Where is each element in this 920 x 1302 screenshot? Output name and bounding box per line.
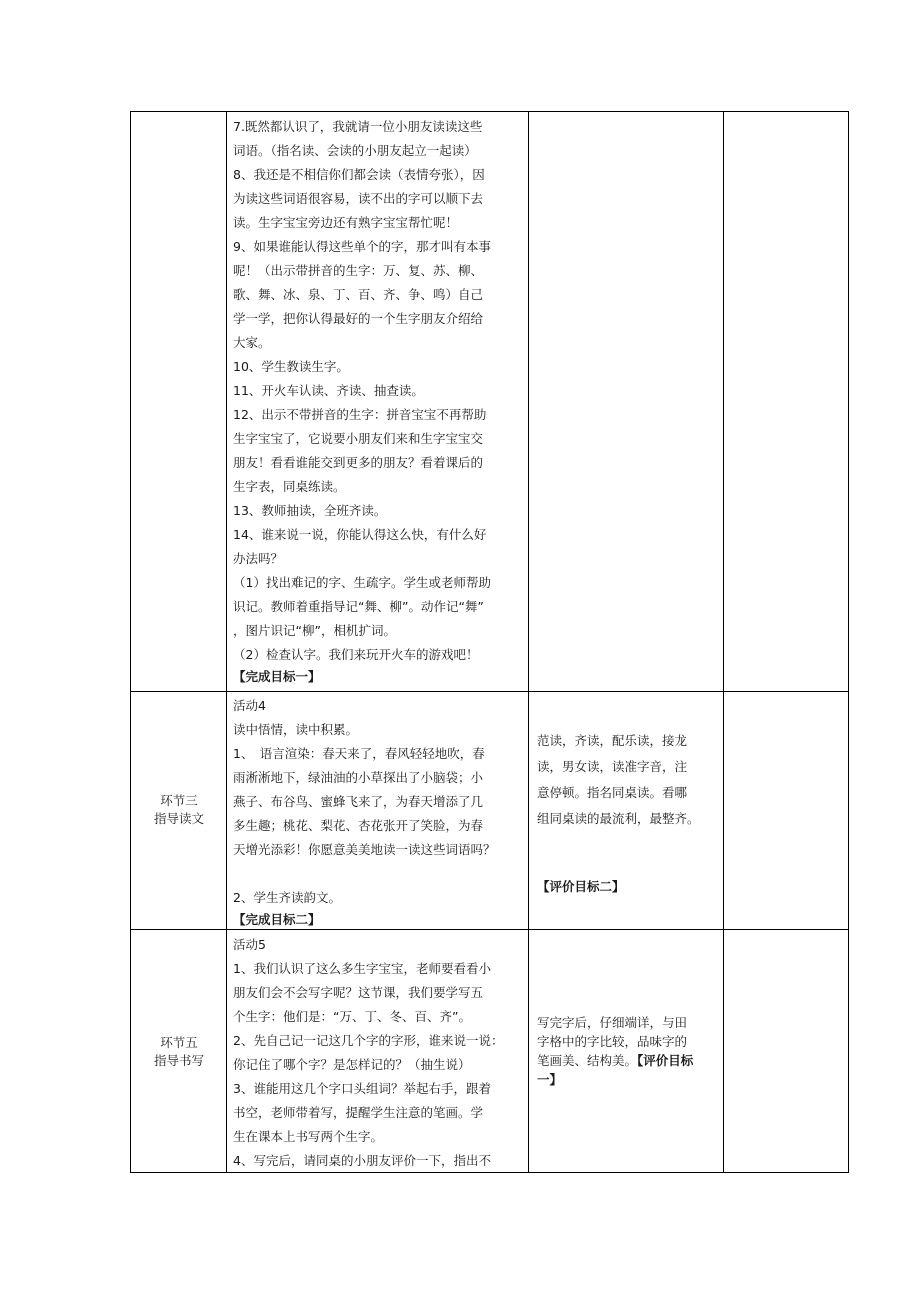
- text-line: 活动4: [233, 698, 266, 713]
- text-line: 个生字：他们是：“万、丁、冬、百、齐”。: [233, 1009, 471, 1024]
- section-number: 环节三: [160, 793, 198, 808]
- text-line: 词语。（指名读、会读的小朋友起立一起读）: [233, 143, 477, 158]
- text-line: 3、谁能用这几个字口头组词？举起右手，跟着: [233, 1081, 491, 1096]
- text-line: 字格中的字比较，品味字的: [537, 1034, 688, 1049]
- section-label-5: [132, 1034, 226, 1070]
- row-divider-2: [130, 929, 849, 930]
- text-line: 12、出示不带拼音的生字：拼音宝宝不再帮助: [233, 407, 487, 422]
- text-line: 组同桌读的最流利，最整齐。: [537, 811, 700, 826]
- text-line: 朋友！看看谁能交到更多的朋友？看着课后的: [233, 455, 484, 470]
- text-line: 读。生字宝宝旁边还有熟字宝宝帮忙呢！: [233, 215, 459, 230]
- text-line: （1）找出难记的字、生疏字。学生或老师帮助: [233, 575, 491, 590]
- goal-label: 【完成目标一】: [233, 669, 321, 684]
- text-line: 写完字后，仔细端详，与田: [537, 1015, 688, 1030]
- text-line: 歌、舞、冰、泉、丁、百、齐、争、鸣）自己: [233, 287, 484, 302]
- section-title: 指导读文: [153, 811, 204, 826]
- text-line: 生在课本上书写两个生字。: [233, 1129, 384, 1144]
- text-line: 天增光添彩！你愿意美美地读一读这些词语吗？: [233, 842, 496, 857]
- text-line: 多生趣；桃花、梨花、杏花张开了笑脸，为春: [233, 818, 484, 833]
- text-line: 1、 语言渲染：春天来了，春风轻轻地吹，春: [233, 746, 485, 761]
- text-line: 10、学生教读生字。: [233, 359, 349, 374]
- row-divider-1: [130, 691, 849, 692]
- text-line: 燕子、布谷鸟、蜜蜂飞来了，为春天增添了几: [233, 794, 484, 809]
- row3-eval-cell: [537, 1013, 721, 1089]
- table-border-left: [130, 111, 131, 1173]
- section-title: 指导书写: [153, 1053, 204, 1068]
- text-line: 7.既然都认识了，我就请一位小朋友读读这些: [233, 119, 483, 134]
- text-line: 14、谁来说一说，你能认得这么快，有什么好: [233, 527, 487, 542]
- text-line: 活动5: [233, 937, 266, 952]
- text-line: 雨淅淅地下，绿油油的小草探出了小脑袋；小: [233, 770, 484, 785]
- eval-goal-label: 【评价目标二】: [537, 879, 625, 894]
- text-line: 办法吗？: [233, 551, 284, 566]
- section-label-3: [132, 792, 226, 828]
- text-line: 4、写完后，请同桌的小朋友评价一下，指出不: [233, 1153, 491, 1168]
- text-line: 13、教师抽读，全班齐读。: [233, 503, 387, 518]
- eval-goal-label-cont: 一】: [537, 1072, 563, 1087]
- row2-eval-cell: [537, 728, 721, 832]
- text-line: 意停顿。指名同桌读。看哪: [537, 785, 688, 800]
- text-line: 9、如果谁能认得这些单个的字，那才叫有本事: [233, 239, 491, 254]
- text-line: [233, 862, 527, 886]
- row1-process-cell: [233, 115, 527, 686]
- text-line: 为读这些词语很容易，读不出的字可以顺下去: [233, 191, 484, 206]
- text-line-with-goal: [537, 1051, 721, 1070]
- text-line: 2、学生齐读韵文。: [233, 890, 341, 905]
- text-line: 读，男女读，读准字音，注: [537, 759, 688, 774]
- text-line: 识记。教师着重指导记“舞、柳”。动作记“舞”: [233, 599, 484, 614]
- text-line: 呢！（出示带拼音的生字：万、复、苏、柳、: [233, 263, 484, 278]
- text-line: 生字宝宝了，它说要小朋友们来和生字宝宝交: [233, 431, 484, 446]
- text-line: ，图片识记“柳”，相机扩词。: [233, 623, 396, 638]
- row3-process-cell: [233, 933, 527, 1173]
- goal-label: 【完成目标二】: [233, 912, 321, 927]
- table-border-top: [130, 111, 849, 112]
- table-divider-2: [528, 111, 529, 1173]
- text-line: （2）检查认字。我们来玩开火车的游戏吧！: [233, 647, 479, 662]
- text-line: 学一学，把你认得最好的一个生字朋友介绍给: [233, 311, 484, 326]
- text-line: 书空，老师带着写，提醒学生注意的笔画。学: [233, 1105, 484, 1120]
- text-line: 朋友们会不会写字呢？这节课，我们要学写五: [233, 985, 484, 1000]
- table-border-right: [848, 111, 849, 1173]
- text-line: 1、我们认识了这么多生字宝宝，老师要看看小: [233, 961, 491, 976]
- text-line: 读中悟情，读中积累。: [233, 722, 359, 737]
- text-line: 2、先自己记一记这几个字的字形，谁来说一说：: [233, 1033, 504, 1048]
- eval-goal-label: 【评价目标: [637, 1053, 694, 1068]
- row2-process-cell: [233, 694, 527, 929]
- text-line: 你记住了哪个字？是怎样记的？（抽生说）: [233, 1057, 471, 1072]
- text-line: 范读，齐读，配乐读，接龙: [537, 733, 688, 748]
- text-line: 11、开火车认读、齐读、抽查读。: [233, 383, 424, 398]
- text-line: 笔画美、结构美。: [537, 1053, 638, 1068]
- text-line: 生字表，同桌练读。: [233, 479, 346, 494]
- text-line: 大家。: [233, 335, 271, 350]
- section-number: 环节五: [160, 1035, 198, 1050]
- text-line: 8、我还是不相信你们都会读（表情夸张），因: [233, 167, 485, 182]
- table-divider-3: [723, 111, 724, 1173]
- table-divider-1: [226, 111, 227, 1173]
